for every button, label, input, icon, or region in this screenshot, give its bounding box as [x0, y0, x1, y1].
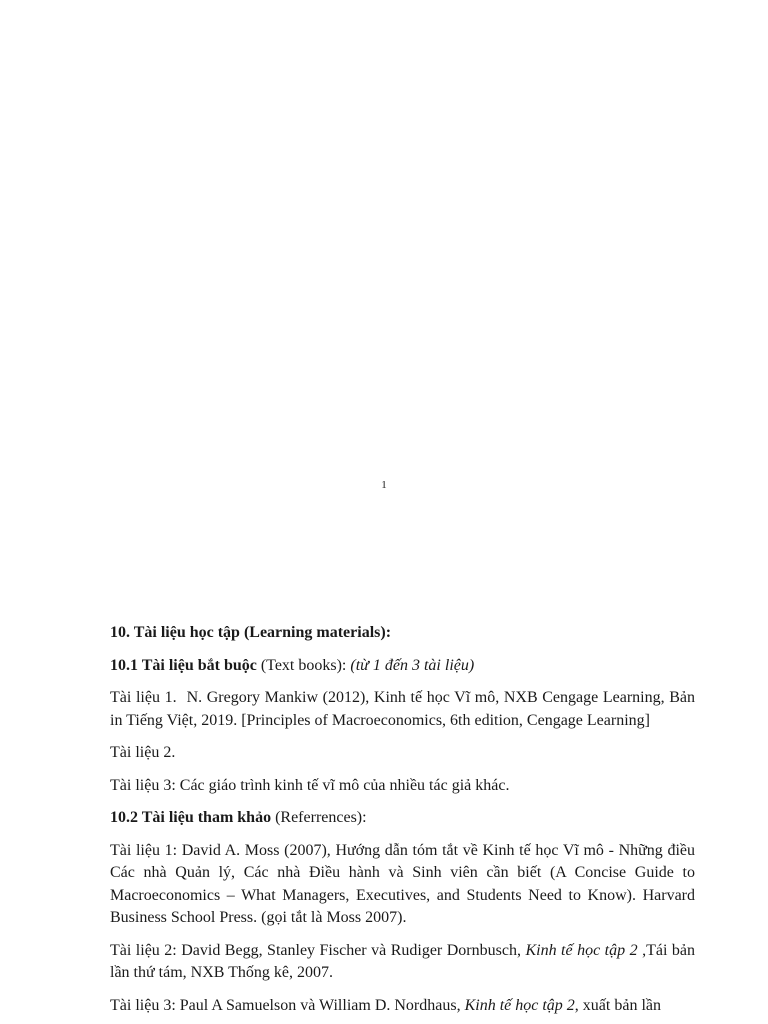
reference-item-3-before: Tài liệu 3: Paul A Samuelson và William D. Nordhaus,	[110, 996, 465, 1014]
textbook-item-2-label: Tài liệu 2.	[110, 744, 176, 761]
section-10-1-title: 10.1 Tài liệu bắt buộc	[110, 656, 257, 674]
reference-item-3-title: Kinh tế học tập 2	[464, 996, 575, 1014]
section-10-heading	[110, 622, 695, 645]
textbook-item-3-label: Tài liệu 3:	[110, 776, 176, 794]
reference-item-2-before: Tài liệu 2: David Begg, Stanley Fischer và Rudiger Dornbusch,	[110, 941, 526, 959]
reference-item-3-after: , xuất bản lần	[574, 996, 661, 1014]
page-number: 1	[381, 479, 387, 491]
section-10-title: 10. Tài liệu học tập (Learning materials):	[110, 624, 392, 641]
section-10-1-subtitle: (Text books):	[256, 656, 351, 674]
reference-item-1	[110, 840, 695, 930]
section-10-2-heading	[110, 807, 695, 830]
textbook-item-1-label: Tài liệu 1.	[110, 689, 177, 706]
reference-item-1-text: Tài liệu 1: David A. Moss (2007), Hướng dẫn tóm tắt về Kinh tế học Vĩ mô - Những điều Các nhà Quản lý, Các nhà Điều hành và Sinh viên cần biết (A Concise Guide to Macroeconomics – What Managers, Executives, and Students Need to Know). Harvard Business School Press. (gọi tắt là Moss 2007).	[110, 841, 695, 926]
textbook-item-1	[110, 687, 695, 732]
section-10-1-heading	[110, 655, 695, 678]
textbook-item-2	[110, 742, 695, 765]
textbook-item-3-text: Các giáo trình kinh tế vĩ mô của nhiều tác giả khác.	[175, 776, 510, 794]
textbook-item-3	[110, 775, 695, 798]
reference-item-3	[110, 995, 695, 1018]
section-10-2-subtitle: (Referrences):	[271, 809, 367, 826]
textbook-item-1-text: N. Gregory Mankiw (2012), Kinh tế học Vĩ mô, NXB Cengage Learning, Bản in Tiếng Việt, 2019. [Principles of Macroeconomics, 6th edition, Cengage Learning]	[110, 689, 695, 729]
section-10-1-note: (từ 1 đến 3 tài liệu)	[350, 656, 475, 674]
learning-materials-section	[110, 622, 695, 1024]
reference-item-2-after: ,Tái bản lần thứ tám, NXB Thống kê, 2007.	[110, 941, 696, 981]
reference-item-2-title: Kinh tế học tập 2	[525, 941, 638, 959]
reference-item-2	[110, 940, 695, 985]
section-10-2-title: 10.2 Tài liệu tham khảo	[110, 809, 272, 826]
